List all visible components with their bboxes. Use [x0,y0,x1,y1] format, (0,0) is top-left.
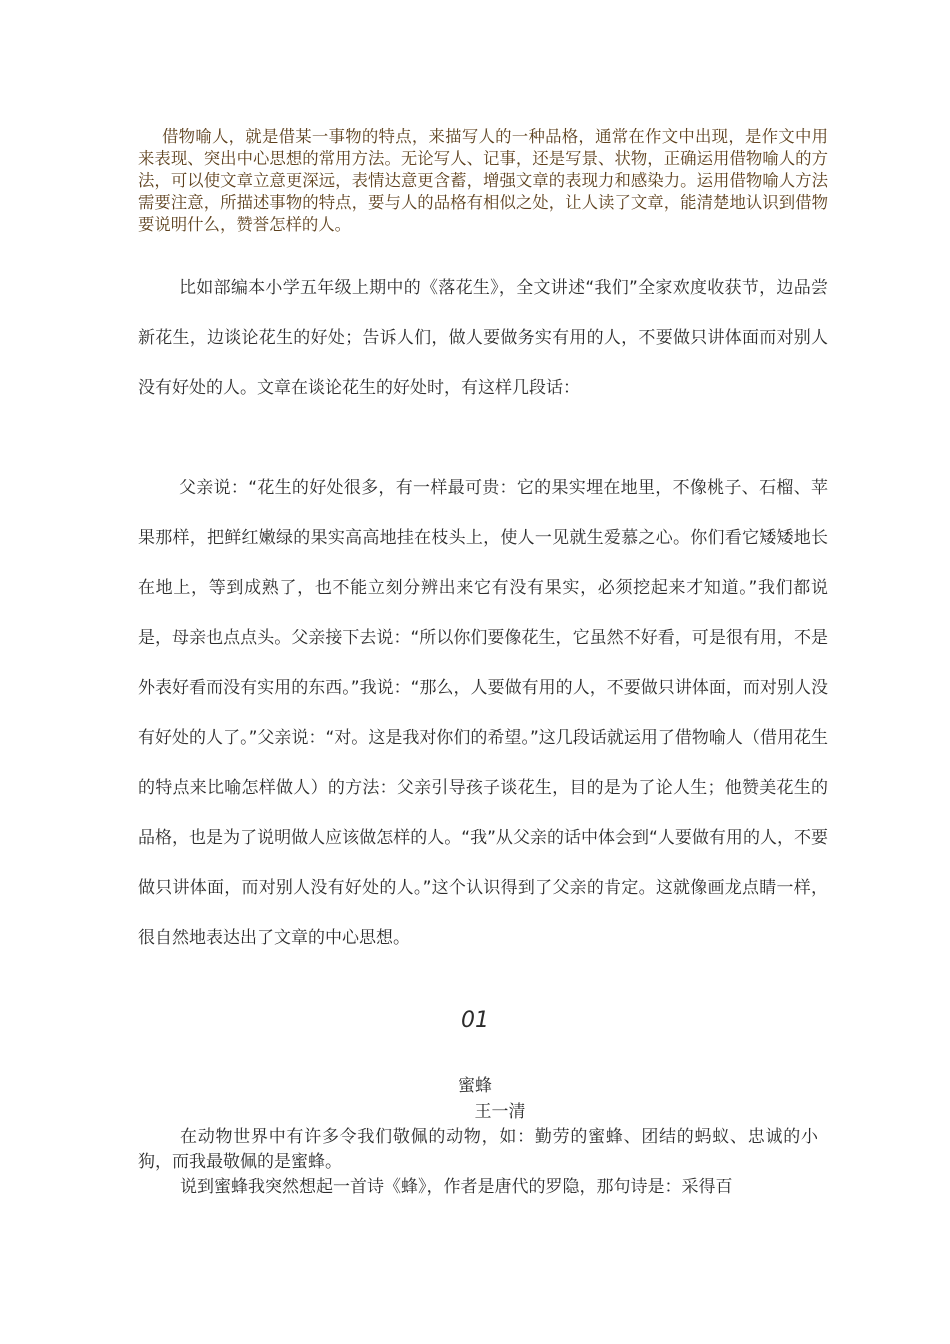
intro-paragraph: 借物喻人，就是借某一事物的特点，来描写人的一种品格，通常在作文中出现，是作文中用来表现、突出中心思想的常用方法。无论写人、记事，还是写景、状物，正确运用借物喻人的方法，可以使文章立意更深远，表情达意更含蓄，增强文章的表现力和感染力。运用借物喻人方法需要注意，所描述事物的特点，要与人的品格有相似之处，让人读了文章，能清楚地认识到借物要说明什么，赞誉怎样的人。 [138,127,828,234]
essay-author: 王一清 [474,1102,526,1122]
quote-paragraph: 父亲说：“花生的好处很多，有一样最可贵：它的果实埋在地里，不像桃子、石榴、苹果那样，把鲜红嫩绿的果实高高地挂在枝头上，使人一见就生爱慕之心。你们看它矮矮地长在地上，等到成熟了，也不能立刻分辨出来它有没有果实，必须挖起来才知道。”我们都说是，母亲也点点头。父亲接下去说：“所以你们要像花生，它虽然不好看，可是很有用，不是外表好看而没有实用的东西。”我说：“那么，人要做有用的人，不要做只讲体面，而对别人没有好处的人了。”父亲说：“对。这是我对你们的希望。”这几段话就运用了借物喻人（借用花生的特点来比喻怎样做人）的方法：父亲引导孩子谈花生，目的是为了论人生；他赞美花生的品格，也是为了说明做人应该做怎样的人。“我”从父亲的话中体会到“人要做有用的人，不要做只讲体面，而对别人没有好处的人。”这个认识得到了父亲的肯定。这就像画龙点睛一样，很自然地表达出了文章的中心思想。 [138,478,828,948]
section-number: 01 [461,1008,489,1033]
essay-paragraph-1: 在动物世界中有许多令我们敬佩的动物，如：勤劳的蜜蜂、团结的蚂蚁、忠诚的小狗，而我最敬佩的是蜜蜂。 [138,1127,818,1172]
essay-title: 蜜蜂 [458,1076,492,1096]
essay-paragraph-2: 说到蜜蜂我突然想起一首诗《蜂》，作者是唐代的罗隐，那句诗是：采得百 [180,1177,733,1197]
example-paragraph: 比如部编本小学五年级上期中的《落花生》，全文讲述“我们”全家欢度收获节，边品尝新花生，边谈论花生的好处；告诉人们，做人要做务实有用的人，不要做只讲体面而对别人没有好处的人。文章在谈论花生的好处时，有这样几段话： [138,278,828,398]
